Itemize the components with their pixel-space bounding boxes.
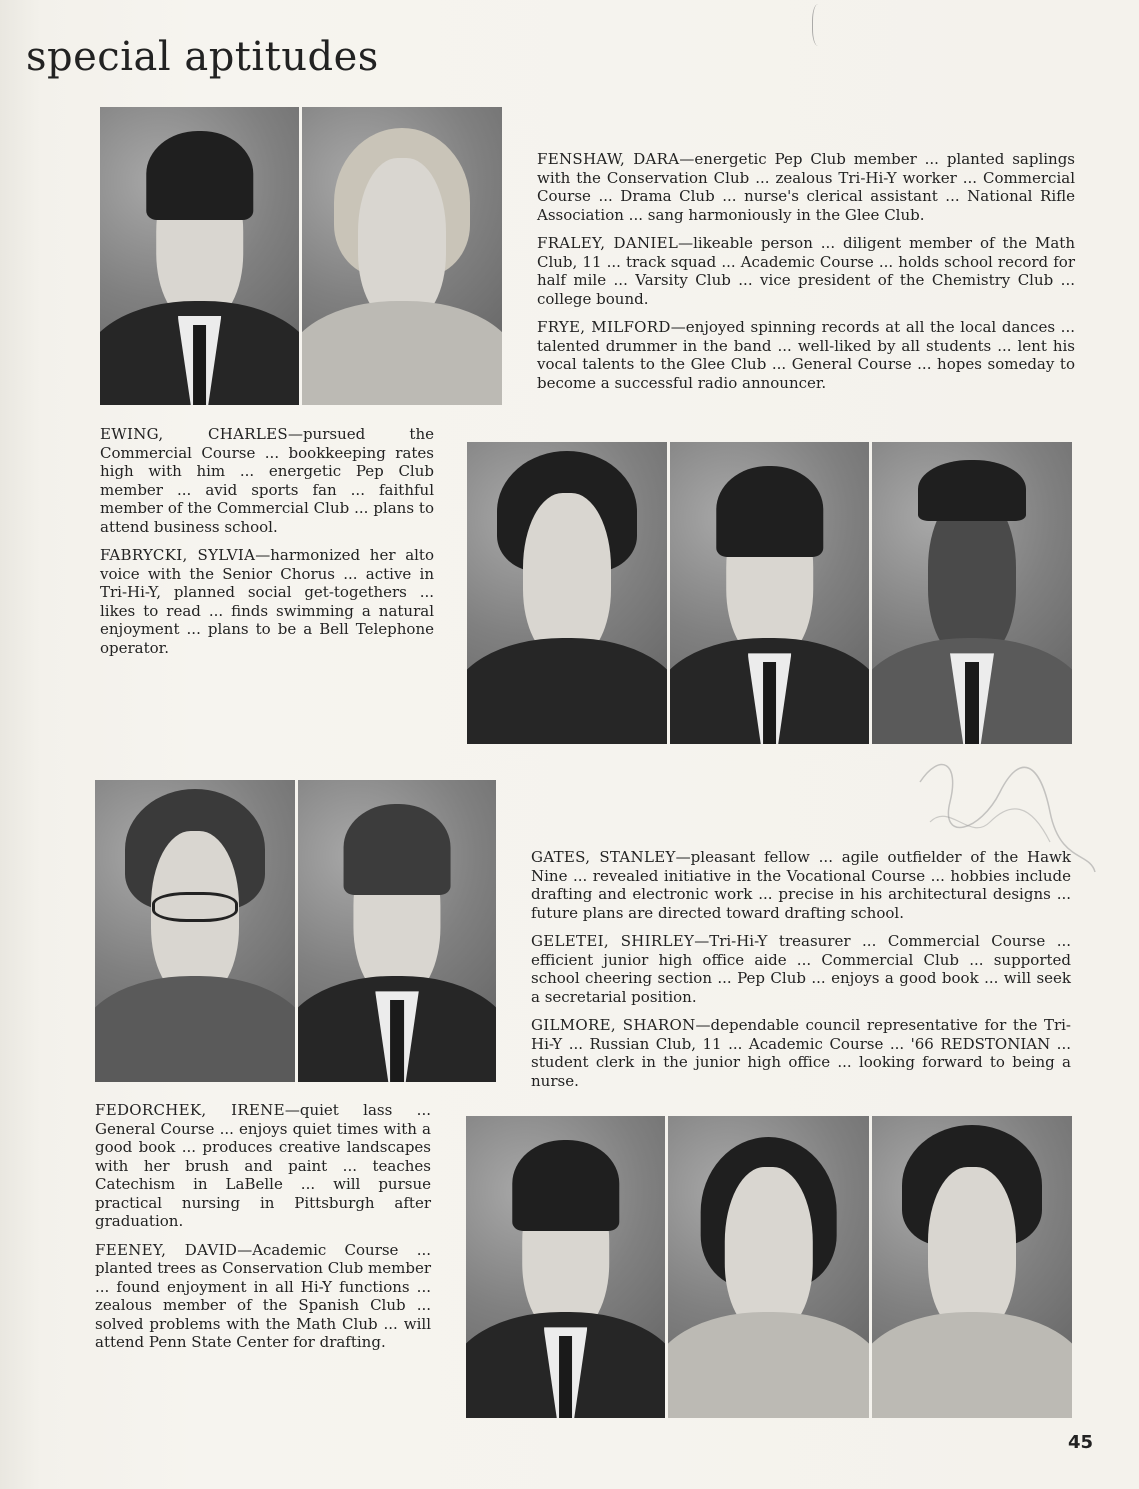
entry-fedorchek-irene: FEDORCHEK, IRENE—quiet lass ... General Course ... enjoys quiet times with a good book ... produces creative landscapes with her brush and paint ... teaches Catechism in LaBelle ... will pursue practical nursing in Pittsburgh after graduation. (95, 1101, 431, 1230)
entries-right-middle (531, 848, 1071, 1100)
entries-left-bottom (95, 1101, 431, 1362)
entry-fraley-daniel: FRALEY, DANIEL—likeable person ... diligent member of the Math Club, 11 ... track squad ... Academic Course ... holds school record for half mile ... Varsity Club ... vice president of the Chemistry Club ... college bound. (537, 234, 1075, 308)
page-title: special aptitudes (26, 34, 379, 80)
entry-frye-milford: FRYE, MILFORD—enjoyed spinning records at all the local dances ... talented drummer in the band ... well-liked by all students ... lent his vocal talents to the Glee Club ... General Course ... hopes someday to become a successful radio announcer. (537, 318, 1075, 392)
entry-gates-stanley: GATES, STANLEY—pleasant fellow ... agile outfielder of the Hawk Nine ... revealed initiative in the Vocational Course ... hobbies include drafting and electronic work ... precise in his architectural designs ... future plans are directed toward drafting school. (531, 848, 1071, 922)
pencil-mark (812, 4, 827, 46)
entry-fabrycki-sylvia: FABRYCKI, SYLVIA—harmonized her alto voice with the Senior Chorus ... active in Tri-Hi-Y, planned social get-togethers ... likes to read ... finds swimming a natural enjoyment ... plans to be a Bell Telephone operator. (100, 546, 434, 657)
page-number: 45 (1068, 1432, 1094, 1453)
portrait-ewing-charles (100, 107, 299, 405)
entry-gilmore-sharon: GILMORE, SHARON—dependable council representative for the Tri-Hi-Y ... Russian Club, 11 ... Academic Course ... '66 REDSTONIAN ... student clerk in the junior high office ... looking forward to being a nurse. (531, 1016, 1071, 1090)
entry-geletei-shirley: GELETEI, SHIRLEY—Tri-Hi-Y treasurer ... Commercial Course ... efficient junior high office aide ... Commercial Club ... supported school cheering section ... Pep Club ... enjoys a good book ... will seek a secretarial position. (531, 932, 1071, 1006)
portrait-fenshaw-dara (467, 442, 667, 744)
entry-fenshaw-dara: FENSHAW, DARA—energetic Pep Club member ... planted saplings with the Conservation Club ... zealous Tri-Hi-Y worker ... Commercial Course ... Drama Club ... nurse's clerical assistant ... National Rifle Association ... sang harmoniously in the Glee Club. (537, 150, 1076, 224)
entries-left-top (100, 425, 434, 667)
portrait-feeney-david (298, 780, 496, 1082)
portrait-fraley-daniel (670, 442, 869, 744)
portrait-geletei-shirley (668, 1116, 869, 1418)
entry-ewing-charles: EWING, CHARLES—pursued the Commercial Course ... bookkeeping rates high with him ... energetic Pep Club member ... avid sports fan ... faithful member of the Commercial Club ... plans to attend business school. (100, 425, 434, 536)
entry-feeney-david: FEENEY, DAVID—Academic Course ... planted trees as Conservation Club member ... found enjoyment in all Hi-Y functions ... zealous member of the Spanish Club ... solved problems with the Math Club ... will attend Penn State Center for drafting. (95, 1240, 431, 1351)
pencil-scribble (900, 742, 1100, 882)
portrait-fedorchek-irene (95, 780, 295, 1082)
portrait-gilmore-sharon (872, 1116, 1072, 1418)
entries-right-top (537, 150, 1075, 402)
portrait-gates-stanley (466, 1116, 665, 1418)
portrait-frye-milford (872, 442, 1072, 744)
portrait-fabrycki-sylvia (302, 107, 502, 405)
